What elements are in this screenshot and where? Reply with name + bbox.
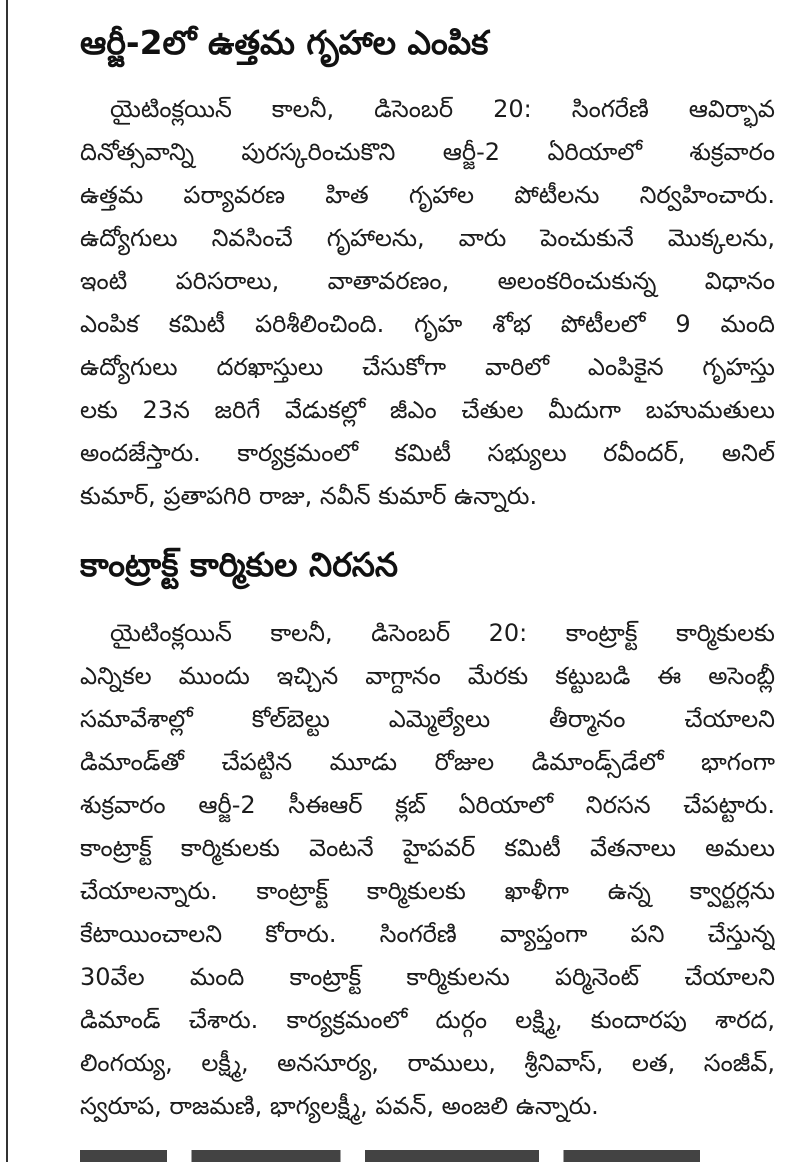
article-1-line: ఎంపిక కమిటీ పరిశీలించింది. గృహ శోభ పోటీలలో 9 మంది [80, 310, 775, 338]
article-1-line: ఉత్తమ పర్యావరణ హిత గృహాల పోటీలను నిర్వహించారు. [80, 181, 775, 209]
article-2-line: కాంట్రాక్ట్ కార్మికులకు వెంటనే హైపవర్ కమిటీ వేతనాలు అమలు [80, 834, 775, 862]
cut-off-text-top [100, 0, 780, 6]
article-2-line: డిమాండ్ చేశారు. కార్యక్రమంలో దుర్గం లక్ష్మి, కుందారపు శారద, [80, 1006, 775, 1034]
article-1-line: ఉద్యోగులు దరఖాస్తులు చేసుకోగా వారిలో ఎంపికైన గృహస్తు [80, 353, 775, 381]
article-2-line: యైటింక్లయిన్ కాలనీ, డిసెంబర్ 20: కాంట్రాక్ట్ కార్మికులకు [110, 619, 775, 647]
article-1-body [80, 88, 775, 518]
article-2-line: శుక్రవారం ఆర్జీ-2 సీఈఆర్ క్లబ్ ఏరియాలో నిరసన చేపట్టారు. [80, 791, 775, 819]
article-2-line: ఎన్నికల ముందు ఇచ్చిన వాగ్దానం మేరకు కట్టుబడి ఈ అసెంబ్లీ [80, 662, 775, 690]
article-1-headline: ఆర్జీ-2లో ఉత్తమ గృహాల ఎంపిక [80, 23, 489, 62]
article-2-line: సమావేశాల్లో కోల్‌బెల్టు ఎమ్మెల్యేలు తీర్మానం చేయాలని [80, 705, 775, 733]
article-2-line: కేటాయించాలని కోరారు. సింగరేణి వ్యాప్తంగా పని చేస్తున్న [80, 920, 775, 948]
cut-off-headline-bottom [80, 1142, 700, 1162]
article-2-body [80, 612, 775, 1128]
article-1-line: ఇంటి పరిసరాలు, వాతావరణం, అలంకరించుకున్న విధానం [80, 267, 775, 295]
article-2-line: డిమాండ్‌తో చేపట్టిన మూడు రోజుల డిమాండ్స్‌డేలో భాగంగా [80, 748, 775, 776]
column-rule [6, 0, 8, 1162]
article-1-line: యైటింక్లయిన్ కాలనీ, డిసెంబర్ 20: సింగరేణి ఆవిర్భావ [110, 95, 775, 123]
article-1-line: అందజేస్తారు. కార్యక్రమంలో కమిటీ సభ్యులు రవీందర్, అనిల్ [80, 439, 775, 467]
article-1-line: కుమార్, ప్రతాపగిరి రాజు, నవీన్ కుమార్ ఉన్నారు. [80, 482, 538, 510]
article-1-line: లకు 23న జరిగే వేడుకల్లో జీఎం చేతుల మీదుగా బహుమతులు [80, 396, 775, 424]
article-2-line: 30వేల మంది కాంట్రాక్ట్ కార్మికులను పర్మినెంట్ చేయాలని [80, 963, 775, 991]
article-2-line: లింగయ్య, లక్ష్మీ, అనసూర్య, రాములు, శ్రీనివాస్, లత, సంజీవ్, [80, 1049, 775, 1077]
article-2-headline: కాంట్రాక్ట్ కార్మికుల నిరసన [80, 545, 399, 584]
article-1-line: దినోత్సవాన్ని పురస్కరించుకొని ఆర్జీ-2 ఏరియాలో శుక్రవారం [80, 138, 775, 166]
newspaper-clipping [60, 0, 775, 1162]
article-2-line: చేయాలన్నారు. కాంట్రాక్ట్ కార్మికులకు ఖాళీగా ఉన్న క్వార్టర్లను [80, 877, 775, 905]
article-2-line: స్వరూప, రాజమణి, భాగ్యలక్ష్మీ, పవన్, అంజలి ఉన్నారు. [80, 1092, 599, 1120]
article-1-line: ఉద్యోగులు నివసించే గృహాలను, వారు పెంచుకునే మొక్కలను, [80, 224, 775, 252]
